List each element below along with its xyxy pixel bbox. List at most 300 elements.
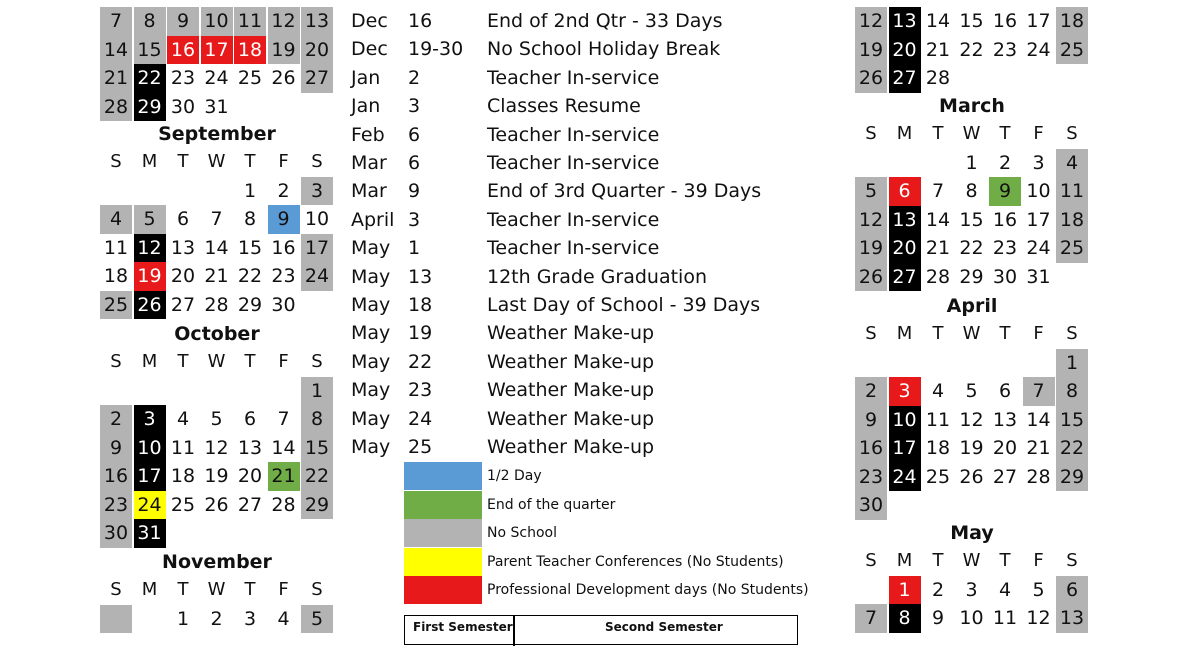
week-row (855, 7, 1089, 36)
day-cell: 22 (959, 38, 984, 61)
day-cell: 21 (100, 64, 132, 93)
day-cell (234, 377, 266, 406)
event-day: 9 (408, 180, 421, 203)
week-row (855, 349, 1089, 378)
day-cell: 3 (301, 177, 333, 206)
month-calendar (100, 7, 334, 121)
day-cell: 18 (1056, 7, 1088, 36)
weekday-label: S (110, 579, 122, 600)
month-calendar (855, 7, 1089, 93)
day-cell: 6 (243, 408, 257, 430)
day-cell: 25 (170, 493, 196, 516)
week-row (855, 604, 1089, 633)
day-cell: 1 (243, 179, 257, 202)
day-cell: 14 (925, 208, 951, 231)
day-cell: 23 (992, 237, 1018, 259)
day-cell (134, 605, 166, 634)
day-cell: 21 (1026, 437, 1051, 459)
semester-divider (513, 616, 515, 646)
day-cell: 24 (134, 491, 166, 520)
day-cell: 2 (277, 179, 290, 202)
event-description: Last Day of School - 39 Days (487, 294, 761, 316)
day-cell: 19 (134, 262, 166, 291)
day-cell (889, 149, 921, 178)
day-cell: 2 (855, 377, 887, 406)
legend-swatch (404, 548, 482, 576)
day-cell: 29 (134, 93, 166, 122)
day-cell: 28 (271, 493, 296, 516)
week-row (100, 605, 334, 634)
day-cell: 23 (170, 67, 196, 89)
week-row (855, 377, 1089, 406)
day-cell: 19 (204, 465, 229, 487)
day-cell: 18 (925, 437, 951, 459)
day-cell: 7 (931, 180, 945, 202)
weekday-label: T (244, 151, 256, 172)
weekday-label: W (962, 323, 981, 344)
week-row (100, 36, 334, 65)
day-cell: 15 (959, 10, 984, 32)
week-row (100, 93, 334, 122)
week-row (100, 64, 334, 93)
day-cell: 3 (965, 578, 978, 601)
day-cell: 29 (301, 491, 333, 520)
week-row (100, 205, 334, 234)
weekday-label: M (896, 123, 913, 144)
weekday-label: W (962, 550, 981, 571)
weekday-label: S (311, 351, 323, 372)
weekday-header (100, 576, 334, 605)
day-cell (201, 377, 233, 406)
weekday-label: T (999, 323, 1011, 344)
second-semester-label: Second Semester (605, 620, 723, 634)
day-cell: 10 (304, 208, 330, 230)
day-cell: 29 (237, 293, 263, 316)
day-cell: 11 (1056, 177, 1088, 206)
event-day: 1 (408, 237, 421, 260)
day-cell: 25 (1056, 36, 1088, 65)
day-cell: 22 (237, 265, 263, 287)
legend-swatch (404, 491, 482, 519)
day-cell: 12 (204, 436, 229, 459)
day-cell: 10 (959, 607, 984, 629)
weekday-label: S (865, 550, 877, 571)
week-row (100, 291, 334, 320)
weekday-label: F (278, 351, 289, 372)
day-cell (100, 377, 132, 406)
day-cell: 12 (1026, 607, 1051, 629)
weekday-label: T (244, 351, 256, 372)
day-cell (855, 349, 887, 378)
weekday-label: W (207, 579, 226, 600)
day-cell (100, 605, 132, 634)
week-row (855, 234, 1089, 263)
day-cell (889, 349, 921, 378)
event-description: Teacher In-service (487, 66, 660, 89)
day-cell: 7 (1023, 377, 1055, 406)
day-cell: 9 (100, 434, 132, 463)
day-cell: 10 (134, 434, 166, 463)
day-cell: 26 (204, 493, 229, 516)
day-cell: 16 (992, 10, 1018, 32)
event-description: Weather Make-up (487, 436, 655, 458)
weekday-label: M (141, 579, 158, 600)
weekday-label: W (207, 151, 226, 172)
day-cell: 20 (992, 437, 1018, 459)
event-month: Feb (351, 123, 385, 146)
day-cell: 8 (134, 7, 166, 36)
day-cell: 8 (243, 208, 257, 230)
day-cell: 3 (889, 377, 921, 406)
day-cell: 23 (855, 463, 887, 492)
event-day: 23 (408, 379, 433, 402)
day-cell: 14 (925, 10, 951, 32)
event-day: 6 (408, 152, 421, 174)
day-cell: 17 (1026, 208, 1051, 231)
event-month: Dec (351, 10, 388, 32)
day-cell: 25 (925, 465, 951, 488)
day-cell: 26 (855, 263, 887, 292)
legend-swatch (404, 519, 482, 547)
day-cell: 25 (1056, 234, 1088, 263)
day-cell: 25 (237, 67, 263, 89)
legend-label: No School (487, 525, 557, 541)
day-cell: 24 (1026, 237, 1051, 259)
day-cell: 12 (855, 206, 887, 235)
day-cell: 19 (959, 437, 984, 459)
day-cell (167, 377, 199, 406)
weekday-label: M (141, 351, 158, 372)
day-cell: 12 (959, 408, 984, 431)
day-cell: 13 (1056, 604, 1088, 633)
event-month: Mar (351, 180, 387, 203)
day-cell (855, 149, 887, 178)
day-cell: 5 (134, 205, 166, 234)
day-cell: 30 (992, 265, 1018, 288)
week-row (855, 177, 1089, 206)
day-cell: 27 (237, 493, 263, 516)
day-cell: 28 (100, 93, 132, 122)
day-cell: 21 (925, 38, 951, 61)
event-description: Teacher In-service (487, 237, 660, 260)
day-cell: 5 (965, 380, 978, 402)
day-cell: 11 (170, 436, 196, 459)
event-description: 12th Grade Graduation (487, 265, 707, 288)
event-day: 3 (408, 208, 421, 231)
weekday-header (855, 547, 1089, 576)
day-cell: 18 (103, 265, 129, 287)
day-cell: 30 (271, 293, 296, 316)
weekday-label: S (1066, 323, 1078, 344)
month-calendar (100, 548, 334, 633)
day-cell (100, 177, 132, 206)
event-month: Jan (351, 95, 381, 118)
event-day: 19 (408, 322, 433, 345)
day-cell (922, 149, 954, 178)
day-cell (201, 177, 233, 206)
month-title: April (946, 295, 998, 317)
day-cell: 15 (959, 208, 984, 231)
day-cell: 14 (271, 436, 296, 459)
day-cell: 15 (1056, 406, 1088, 435)
day-cell: 31 (204, 95, 229, 118)
weekday-label: T (932, 550, 944, 571)
day-cell: 1 (301, 377, 333, 406)
day-cell: 7 (100, 7, 132, 36)
day-cell: 13 (889, 206, 921, 235)
day-cell (956, 349, 988, 378)
day-cell: 25 (100, 291, 132, 320)
week-row (100, 377, 334, 406)
month-title: October (174, 323, 260, 345)
day-cell: 9 (855, 406, 887, 435)
week-row (855, 64, 1089, 93)
week-row (100, 262, 334, 291)
day-cell: 17 (301, 234, 333, 263)
week-row (855, 491, 1089, 520)
day-cell: 27 (992, 465, 1018, 488)
event-day: 3 (408, 95, 421, 118)
event-month: May (351, 379, 391, 402)
month-title: March (939, 95, 1005, 117)
day-cell: 23 (992, 38, 1018, 61)
weekday-header (855, 120, 1089, 149)
day-cell: 16 (100, 462, 132, 491)
week-row (855, 149, 1089, 178)
weekday-label: T (177, 351, 189, 372)
day-cell: 23 (100, 491, 132, 520)
month-calendar (855, 292, 1089, 520)
day-cell: 9 (167, 7, 199, 36)
weekday-label: T (177, 579, 189, 600)
day-cell: 12 (134, 234, 166, 263)
day-cell: 9 (989, 177, 1021, 206)
weekday-label: S (865, 323, 877, 344)
day-cell: 16 (855, 434, 887, 463)
event-description: Classes Resume (487, 95, 641, 118)
day-cell: 17 (134, 462, 166, 491)
event-month: Jan (351, 66, 381, 89)
day-cell: 13 (301, 7, 333, 36)
week-row (855, 463, 1089, 492)
day-cell: 17 (201, 36, 233, 65)
day-cell (855, 576, 887, 605)
day-cell: 27 (889, 64, 921, 93)
semester-table (404, 615, 798, 645)
event-month: May (351, 407, 391, 430)
day-cell: 14 (1026, 408, 1051, 431)
day-cell: 20 (889, 36, 921, 65)
event-description: Teacher In-service (487, 152, 660, 174)
weekday-label: T (244, 579, 256, 600)
day-cell: 5 (301, 605, 333, 634)
event-day: 18 (408, 294, 433, 316)
day-cell: 26 (959, 465, 984, 488)
day-cell: 18 (234, 36, 266, 65)
event-description: Weather Make-up (487, 407, 655, 430)
day-cell: 11 (925, 408, 951, 431)
day-cell: 22 (301, 462, 333, 491)
day-cell: 8 (965, 180, 978, 202)
day-cell: 1 (965, 151, 978, 174)
legend-label: Professional Development days (No Students) (487, 582, 809, 598)
day-cell: 3 (243, 607, 257, 630)
day-cell: 26 (134, 291, 166, 320)
day-cell: 8 (1056, 377, 1088, 406)
day-cell: 13 (889, 7, 921, 36)
day-cell: 30 (170, 95, 196, 118)
event-day: 13 (408, 265, 433, 288)
event-description: Weather Make-up (487, 379, 655, 402)
weekday-label: S (1066, 550, 1078, 571)
day-cell: 4 (931, 380, 945, 402)
legend-label: 1/2 Day (487, 468, 542, 484)
day-cell: 28 (925, 265, 951, 288)
day-cell (922, 349, 954, 378)
event-month: May (351, 237, 391, 260)
week-row (100, 462, 334, 491)
day-cell: 20 (170, 265, 196, 287)
day-cell: 2 (998, 151, 1012, 174)
day-cell: 5 (855, 177, 887, 206)
week-row (855, 406, 1089, 435)
week-row (855, 36, 1089, 65)
day-cell: 28 (204, 293, 229, 316)
week-row (855, 434, 1089, 463)
day-cell: 27 (301, 64, 333, 93)
day-cell: 6 (998, 380, 1012, 402)
month-calendar (100, 120, 334, 319)
weekday-label: W (207, 351, 226, 372)
weekday-label: F (1033, 123, 1044, 144)
weekday-label: M (896, 323, 913, 344)
event-description: Weather Make-up (487, 350, 655, 373)
weekday-label: S (311, 579, 323, 600)
day-cell: 6 (889, 177, 921, 206)
day-cell: 17 (889, 434, 921, 463)
month-title: September (158, 123, 276, 145)
day-cell: 28 (925, 67, 951, 89)
legend-label: Parent Teacher Conferences (No Students) (487, 553, 784, 570)
week-row (100, 234, 334, 263)
day-cell: 20 (237, 465, 263, 487)
weekday-label: S (1066, 123, 1078, 144)
day-cell: 14 (204, 236, 229, 259)
day-cell: 31 (134, 519, 166, 548)
day-cell: 22 (959, 237, 984, 259)
week-row (855, 576, 1089, 605)
week-row (100, 434, 334, 463)
event-description: Teacher In-service (487, 123, 660, 146)
event-day: 2 (408, 66, 421, 89)
day-cell: 1 (889, 576, 921, 605)
event-description: No School Holiday Break (487, 38, 721, 61)
weekday-label: F (1033, 550, 1044, 571)
day-cell: 23 (271, 265, 296, 287)
day-cell: 13 (992, 408, 1018, 431)
day-cell: 13 (170, 236, 196, 259)
day-cell: 19 (268, 36, 300, 65)
day-cell: 13 (237, 436, 263, 459)
weekday-label: W (962, 123, 981, 144)
day-cell: 31 (1026, 265, 1051, 288)
day-cell: 22 (1056, 434, 1088, 463)
day-cell: 4 (100, 205, 132, 234)
day-cell: 11 (234, 7, 266, 36)
day-cell: 16 (992, 208, 1018, 231)
day-cell (268, 377, 300, 406)
day-cell (134, 177, 166, 206)
event-day: 19-30 (408, 38, 464, 61)
day-cell: 21 (268, 462, 300, 491)
first-semester-label: First Semester (413, 620, 513, 634)
event-month: May (351, 436, 391, 458)
day-cell: 3 (1032, 151, 1045, 174)
day-cell: 24 (204, 67, 229, 89)
event-description: Teacher In-service (487, 208, 660, 231)
weekday-header (100, 348, 334, 377)
month-calendar (100, 320, 334, 548)
day-cell: 2 (100, 405, 132, 434)
day-cell: 24 (889, 463, 921, 492)
day-cell: 27 (170, 293, 196, 316)
day-cell: 30 (855, 491, 887, 520)
day-cell: 10 (1026, 180, 1051, 202)
day-cell: 14 (100, 36, 132, 65)
day-cell: 15 (301, 434, 333, 463)
event-month: May (351, 265, 391, 288)
day-cell: 7 (210, 208, 223, 230)
month-calendar (855, 92, 1089, 291)
day-cell: 9 (268, 205, 300, 234)
weekday-label: F (278, 579, 289, 600)
weekday-label: T (999, 123, 1011, 144)
day-cell: 22 (134, 64, 166, 93)
weekday-header (855, 320, 1089, 349)
weekday-label: T (932, 123, 944, 144)
day-cell: 20 (889, 234, 921, 263)
day-cell: 1 (176, 607, 190, 630)
day-cell: 27 (889, 263, 921, 292)
legend-swatch (404, 462, 482, 490)
day-cell: 7 (277, 408, 290, 430)
day-cell: 10 (889, 406, 921, 435)
day-cell: 5 (210, 408, 223, 430)
day-cell (167, 177, 199, 206)
event-day: 25 (408, 436, 433, 458)
day-cell: 8 (889, 604, 921, 633)
day-cell: 16 (167, 36, 199, 65)
day-cell: 24 (1026, 38, 1051, 61)
day-cell: 7 (855, 604, 887, 633)
weekday-label: T (932, 323, 944, 344)
day-cell: 29 (1056, 463, 1088, 492)
weekday-header (100, 148, 334, 177)
day-cell: 21 (204, 265, 229, 287)
event-month: Dec (351, 38, 388, 61)
legend-label: End of the quarter (487, 496, 616, 513)
event-day: 6 (408, 123, 421, 146)
weekday-label: F (278, 151, 289, 172)
day-cell: 1 (1056, 349, 1088, 378)
day-cell: 12 (855, 7, 887, 36)
day-cell: 12 (268, 7, 300, 36)
day-cell: 28 (1026, 465, 1051, 488)
event-description: End of 3rd Quarter - 39 Days (487, 180, 762, 203)
week-row (855, 206, 1089, 235)
week-row (100, 177, 334, 206)
event-month: May (351, 322, 391, 345)
